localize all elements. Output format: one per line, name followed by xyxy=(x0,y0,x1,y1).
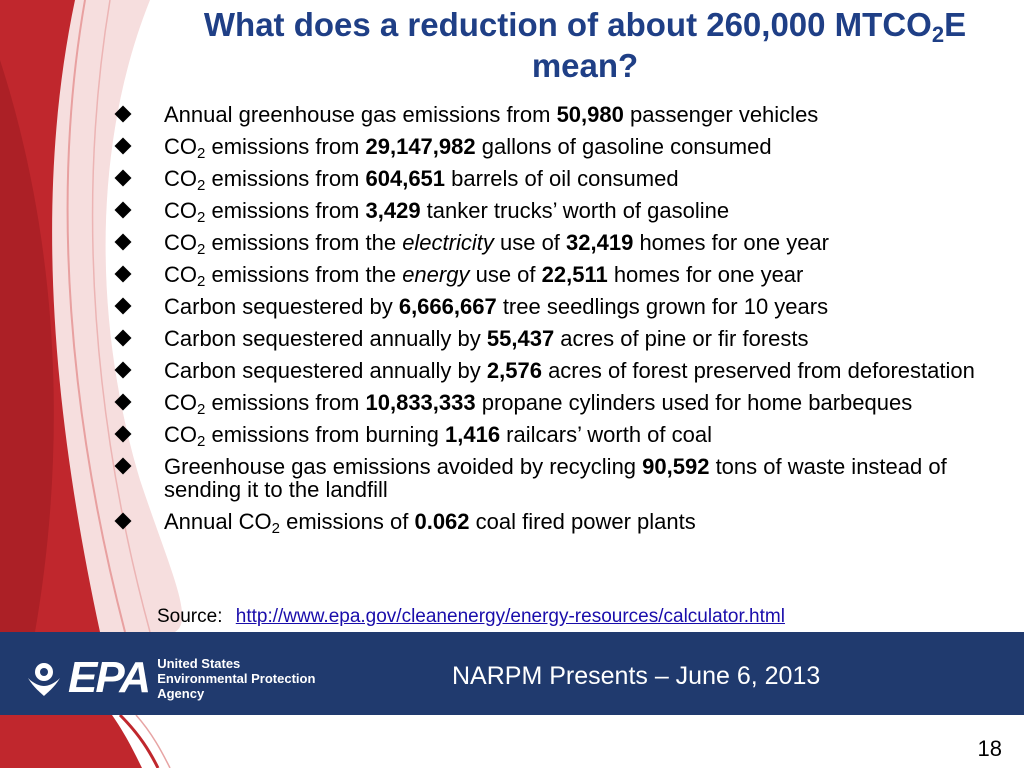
source-citation xyxy=(157,606,785,628)
bullet-text: $CO_2$ emissions from burning 1,416 railcars’ worth of coal xyxy=(164,422,712,450)
slide-title: What does a reduction of about 260,000 $MTCO_2E$ mean? xyxy=(203,6,967,84)
bullet-item xyxy=(112,455,992,501)
diamond-bullet-icon xyxy=(115,170,132,187)
source-link[interactable]: http://www.epa.gov/cleanenergy/energy-resources/calculator.html xyxy=(235,606,785,627)
bullet-text: Carbon sequestered by 6,666,667 tree seedlings grown for 10 years xyxy=(164,294,829,319)
diamond-bullet-icon xyxy=(115,266,132,283)
bullet-text: $CO_2$ emissions from 10,833,333 propane cylinders used for home barbeques xyxy=(164,390,913,418)
diamond-bullet-icon xyxy=(115,513,132,530)
epa-logo xyxy=(24,654,315,701)
bullet-item xyxy=(112,166,992,194)
bullet-text: Carbon sequestered annually by 55,437 acres of pine or fir forests xyxy=(164,326,809,351)
bullet-text: Carbon sequestered annually by 2,576 acres of forest preserved from deforestation xyxy=(164,358,975,383)
bullet-text: $CO_2$ emissions from the electricity use of 32,419 homes for one year xyxy=(164,230,829,258)
presentation-info: NARPM Presents – June 6, 2013 xyxy=(452,662,821,690)
diamond-bullet-icon xyxy=(115,458,132,475)
bullet-item xyxy=(112,327,992,350)
bullet-item xyxy=(112,509,992,537)
bullet-item xyxy=(112,295,992,318)
bullet-item xyxy=(112,103,992,126)
diamond-bullet-icon xyxy=(115,362,132,379)
bullet-text: $CO_2$ emissions from the energy use of 22,511 homes for one year xyxy=(164,262,804,290)
bullet-text: $CO_2$ emissions from 29,147,982 gallons of gasoline consumed xyxy=(164,134,772,162)
equivalency-bullet-list xyxy=(112,103,992,542)
diamond-bullet-icon xyxy=(115,106,132,123)
diamond-bullet-icon xyxy=(115,394,132,411)
diamond-bullet-icon xyxy=(115,426,132,443)
diamond-bullet-icon xyxy=(115,202,132,219)
bullet-text: Annual greenhouse gas emissions from 50,980 passenger vehicles xyxy=(164,102,819,127)
bullet-text: Annual $CO_2$ emissions of 0.062 coal fired power plants xyxy=(164,509,696,537)
bullet-text: $CO_2$ emissions from 604,651 barrels of oil consumed xyxy=(164,166,679,194)
epa-flower-icon xyxy=(24,658,64,698)
source-label: Source: xyxy=(157,606,223,627)
bullet-item xyxy=(112,230,992,258)
slide-number: 18 xyxy=(977,736,1002,761)
diamond-bullet-icon xyxy=(115,234,132,251)
bullet-text: $CO_2$ emissions from 3,429 tanker trucks’ worth of gasoline xyxy=(164,198,730,226)
bullet-item xyxy=(112,359,992,382)
diamond-bullet-icon xyxy=(115,330,132,347)
bullet-item xyxy=(112,198,992,226)
bullet-item xyxy=(112,390,992,418)
diamond-bullet-icon xyxy=(115,298,132,315)
epa-wordmark: EPA xyxy=(68,652,150,702)
bullet-item xyxy=(112,422,992,450)
bullet-text: Greenhouse gas emissions avoided by recycling 90,592 tons of waste instead of sending it to the landfill xyxy=(164,454,947,502)
diamond-bullet-icon xyxy=(115,138,132,155)
footer-band xyxy=(0,632,1024,715)
bullet-item xyxy=(112,262,992,290)
agency-name: United States Environmental Protection Agency xyxy=(157,656,316,701)
bullet-item xyxy=(112,134,992,162)
